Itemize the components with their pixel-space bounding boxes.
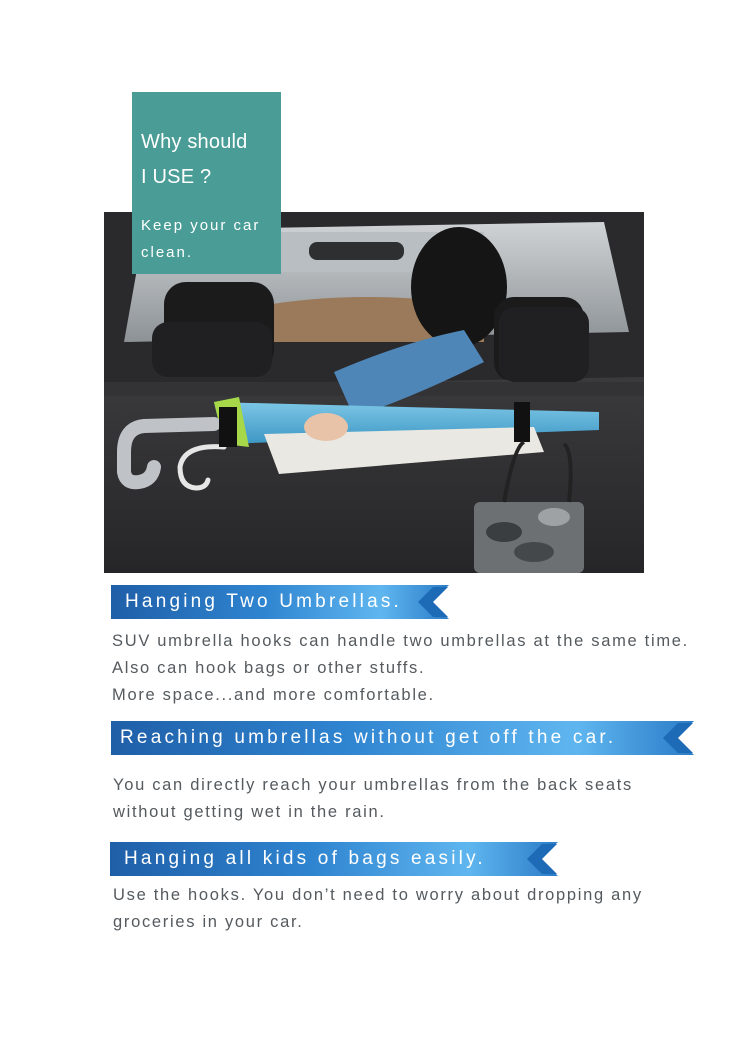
section-heading-text: Hanging all kids of bags easily. — [124, 848, 486, 869]
section-body-line: SUV umbrella hooks can handle two umbrellas at the same time. — [112, 632, 689, 650]
section-body — [112, 628, 689, 709]
why-use-callout — [132, 92, 281, 274]
section-body-line: without getting wet in the rain. — [113, 803, 386, 821]
callout-title — [141, 125, 281, 195]
section-heading-text: Hanging Two Umbrellas. — [125, 591, 403, 612]
section-body — [113, 882, 643, 936]
section-body-line: Use the hooks. You don’t need to worry about dropping any — [113, 886, 643, 904]
callout-subtitle-line-1: Keep your car — [141, 217, 261, 234]
section-body-line: groceries in your car. — [113, 913, 304, 931]
section-body — [113, 772, 633, 826]
callout-title-line-2: I USE ? — [141, 166, 212, 188]
section-body-line: You can directly reach your umbrellas from the back seats — [113, 776, 633, 794]
section-heading-text: Reaching umbrellas without get off the car. — [120, 727, 617, 748]
section-heading-hanging-bags — [110, 842, 558, 876]
callout-title-line-1: Why should — [141, 131, 248, 153]
callout-subtitle-line-2: clean. — [141, 244, 194, 261]
section-heading-reaching-umbrellas — [111, 721, 694, 755]
callout-subtitle — [141, 212, 281, 266]
section-body-line: Also can hook bags or other stuffs. — [112, 659, 426, 677]
section-heading-hanging-two-umbrellas — [111, 585, 449, 619]
section-body-line: More space...and more comfortable. — [112, 686, 435, 704]
